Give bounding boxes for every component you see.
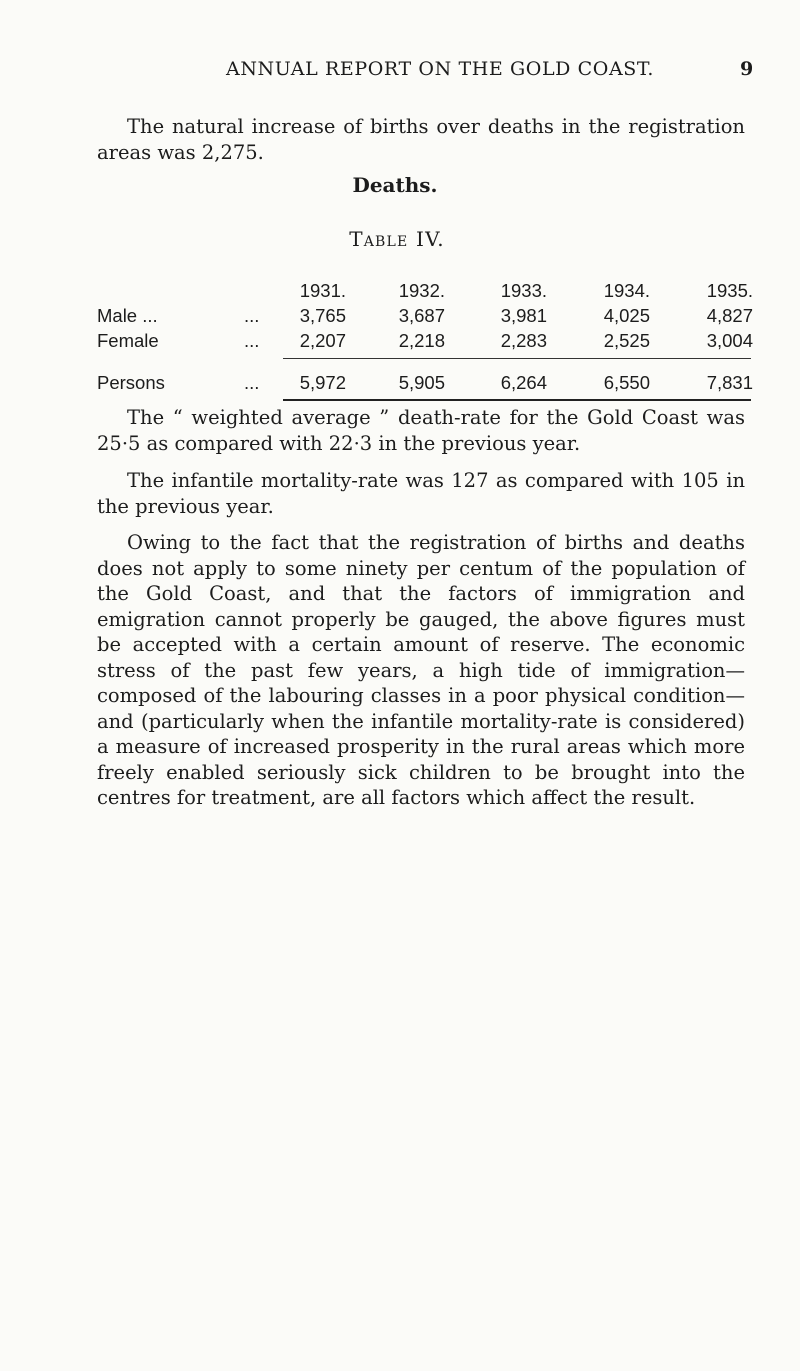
registration-paragraph: Owing to the fact that the registration of births and deaths does not apply to some ninety per centum of the population of the Gold Coast, and that the factors of immigration and emigration cannot properly be gauged, the above figures must be accepted with a certain amount of reserve. The economic stress of the past few years, a high tide of immigration—composed of the labouring classes in a poor physical condition—and (particularly when the infantile mortality-rate is considered) a measure of increased prosperity in the rural areas which more freely enabled seriously sick children to be brought into the centres for treatment, are all factors which affect the result.	[97, 531, 745, 809]
row-label-male: Male ...	[97, 305, 158, 326]
row-leader: ...	[244, 305, 260, 326]
row-leader: ...	[244, 372, 260, 393]
table-cell: 2,218	[398, 330, 445, 351]
page-header	[0, 58, 800, 86]
table-rule-top	[283, 358, 751, 359]
year-header: 1932.	[398, 280, 445, 301]
table-cell: 3,687	[398, 305, 445, 326]
table-cell-total: 7,831	[706, 372, 753, 393]
row-label-female: Female	[97, 330, 159, 351]
year-header: 1934.	[603, 280, 650, 301]
year-header: 1931.	[299, 280, 346, 301]
year-header: 1935.	[706, 280, 753, 301]
table-cell: 2,207	[299, 330, 346, 351]
table-rule-bottom	[283, 399, 751, 401]
year-header: 1933.	[500, 280, 547, 301]
table-cell: 2,283	[500, 330, 547, 351]
table-cell-total: 5,972	[299, 372, 346, 393]
table-cell: 3,004	[706, 330, 753, 351]
page-number: 9	[740, 58, 754, 80]
table-cell-total: 5,905	[398, 372, 445, 393]
table-cell: 3,981	[500, 305, 547, 326]
table-cell-total: 6,550	[603, 372, 650, 393]
running-title: ANNUAL REPORT ON THE GOLD COAST.	[226, 58, 655, 80]
weighted-deathrate-paragraph: The “ weighted average ” death-rate for the Gold Coast was 25·5 as compared with 22·3 in the previous year.	[97, 406, 745, 455]
table-cell: 4,827	[706, 305, 753, 326]
row-leader: ...	[244, 330, 260, 351]
deaths-heading: Deaths.	[352, 173, 438, 197]
table-cell: 4,025	[603, 305, 650, 326]
table-cell: 2,525	[603, 330, 650, 351]
table-cell: 3,765	[299, 305, 346, 326]
table-caption: Table IV.	[349, 227, 445, 251]
infantile-mortality-paragraph: The infantile mortality-rate was 127 as compared with 105 in the previous year.	[97, 469, 745, 518]
intro-paragraph: The natural increase of births over deaths in the registration areas was 2,275.	[97, 115, 745, 164]
row-label-persons: Persons	[97, 372, 165, 393]
table-cell-total: 6,264	[500, 372, 547, 393]
